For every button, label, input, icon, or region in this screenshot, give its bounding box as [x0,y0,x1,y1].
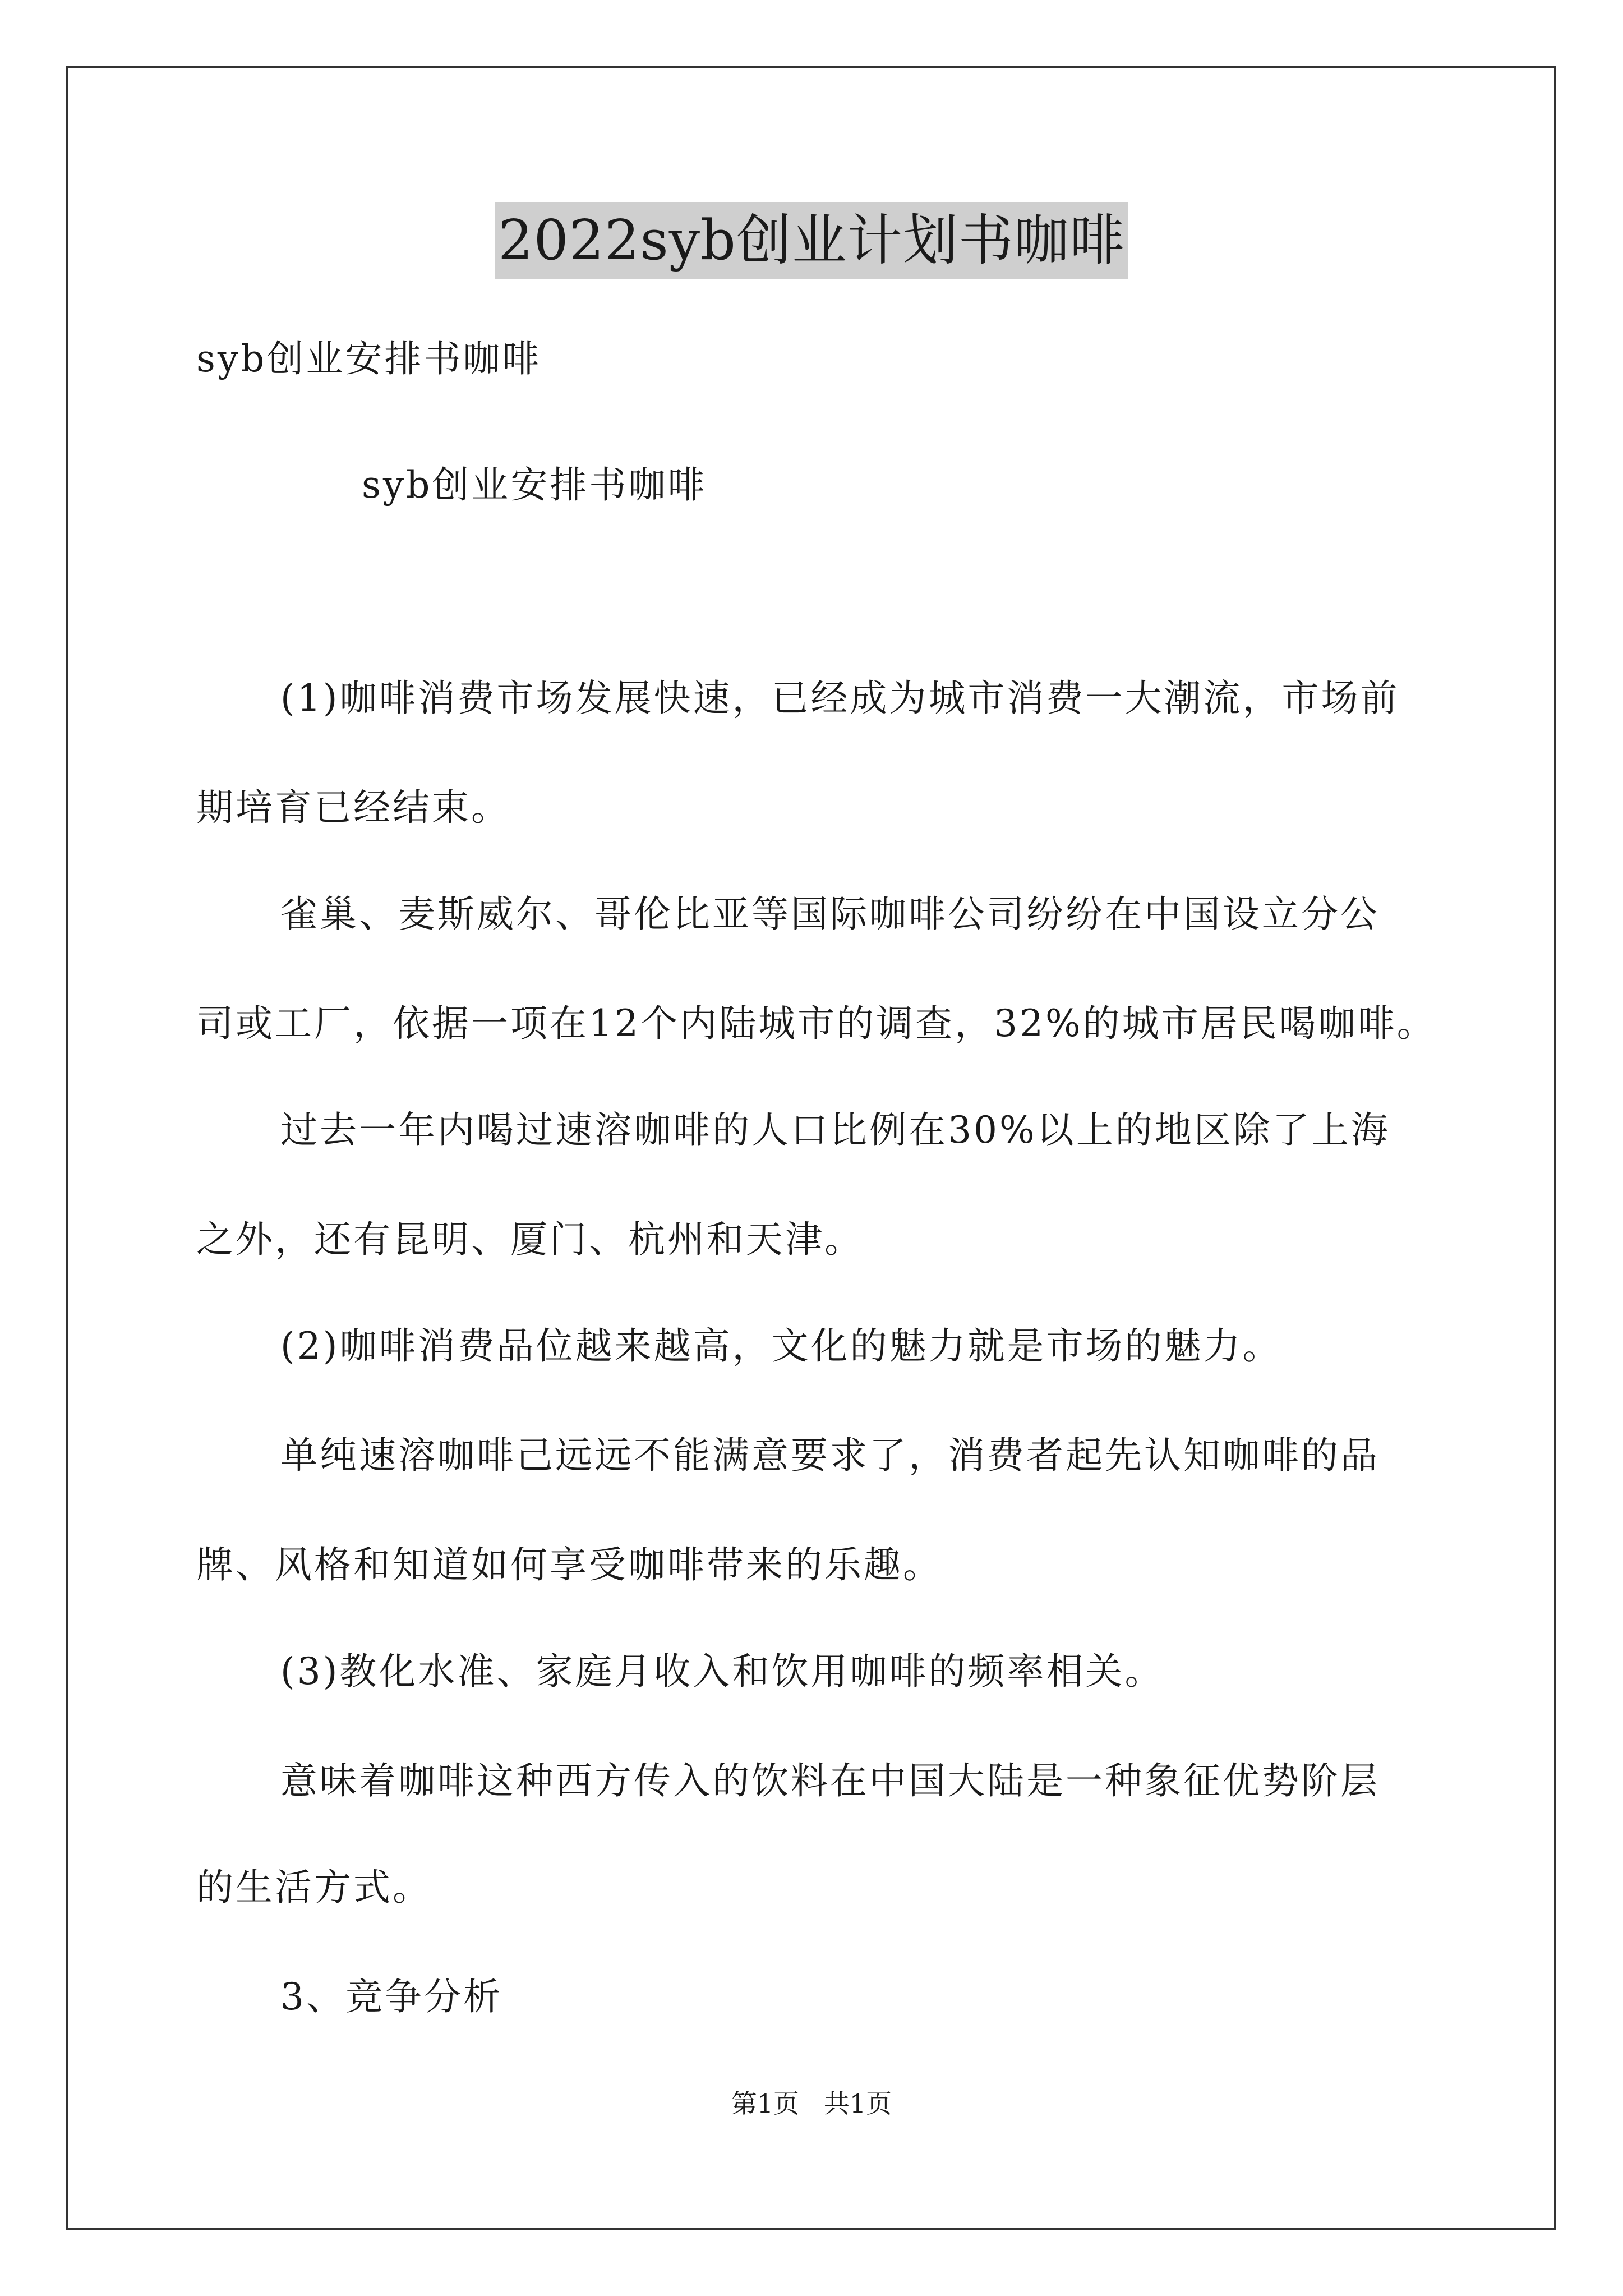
paragraph-line: 司或工厂，依据一项在12个内陆城市的调查，32%的城市居民喝咖啡。 [196,1002,1436,1045]
title-wrap [0,202,1623,279]
paragraph-line: 之外，还有昆明、厦门、杭州和天津。 [196,1218,864,1261]
paragraph-line: 过去一年内喝过速溶咖啡的人口比例在30%以上的地区除了上海 [280,1108,1390,1152]
paragraph-line: 雀巢、麦斯威尔、哥伦比亚等国际咖啡公司纷纷在中国设立分公 [280,892,1380,936]
paragraph-line: 单纯速溶咖啡己远远不能满意要求了，消费者起先认知咖啡的品 [280,1434,1380,1477]
subtitle-indented-line: syb创业安排书咖啡 [362,463,707,507]
paragraph-line: (3)教化水准、家庭月收入和饮用咖啡的频率相关。 [280,1650,1164,1693]
document-title: 2022syb创业计划书咖啡 [495,202,1128,279]
paragraph-line: (2)咖啡消费品位越来越高，文化的魅力就是市场的魅力。 [280,1324,1282,1368]
subtitle-line: syb创业安排书咖啡 [196,337,542,380]
page-footer: 第1页 共1页 [731,2088,892,2119]
paragraph-line: 的生活方式。 [196,1866,432,1909]
paragraph-line: (1)咖啡消费市场发展快速，已经成为城市消费一大潮流，市场前 [280,677,1400,720]
paragraph-line: 意味着咖啡这种西方传入的饮料在中国大陆是一种象征优势阶层 [280,1759,1380,1802]
section-heading: 3、竞争分析 [280,1975,502,2018]
paragraph-line: 牌、风格和知道如何享受咖啡带来的乐趣。 [196,1543,942,1586]
paragraph-line: 期培育已经结束。 [196,786,510,829]
